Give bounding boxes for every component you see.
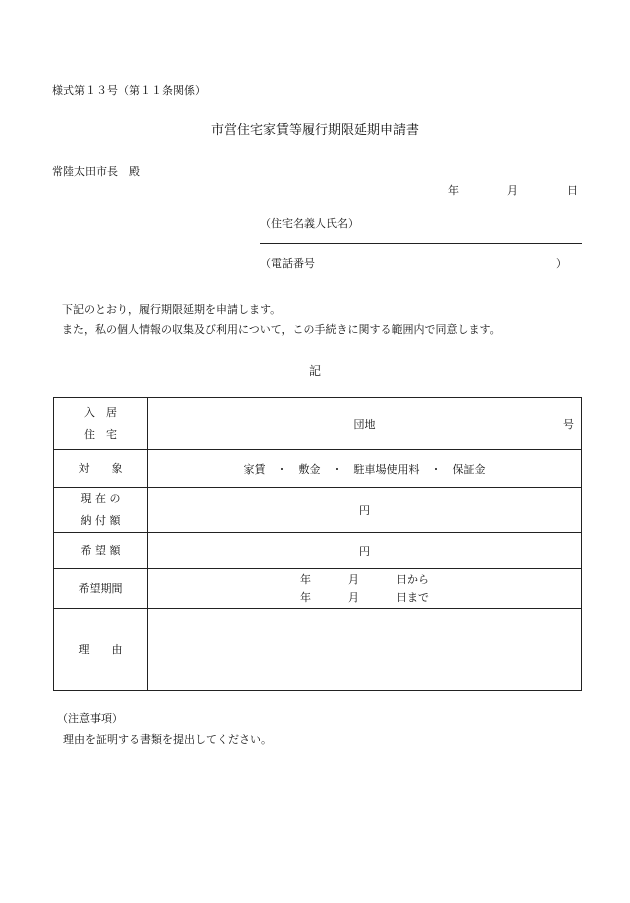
desired-period-cell[interactable] xyxy=(148,569,582,609)
residence-row xyxy=(54,398,582,450)
period-from-day: 日から xyxy=(396,572,429,586)
target-options[interactable]: 家賃 ・ 敷金 ・ 駐車場使用料 ・ 保証金 xyxy=(148,450,582,488)
current-amount-label-2: 納 付 額 xyxy=(80,514,121,527)
intro-line-2: また，私の個人情報の収集及び利用について，この手続きに関する範囲内で同意します。 xyxy=(62,323,501,336)
intro-line-1: 下記のとおり，履行期限延期を申請します。 xyxy=(62,303,282,316)
current-amount-label xyxy=(54,488,148,533)
date-year-label: 年 xyxy=(448,184,459,197)
current-amount-cell[interactable]: 円 xyxy=(148,488,582,533)
phone-close-paren: ） xyxy=(556,257,567,270)
residence-label-2: 住 宅 xyxy=(84,427,117,441)
desired-period-label: 希望期間 xyxy=(54,569,148,609)
document-title: 市営住宅家賃等履行期限延期申請書 xyxy=(210,123,419,138)
target-label: 対 象 xyxy=(54,450,148,488)
phone-label: （電話番号 xyxy=(260,257,315,270)
desired-amount-label: 希 望 額 xyxy=(54,533,148,569)
date-month-label: 月 xyxy=(507,184,518,197)
danchi-label: 団地 xyxy=(353,417,376,431)
addressee: 常陸太田市長 殿 xyxy=(52,165,140,178)
residence-label xyxy=(54,398,148,450)
reason-label: 理 由 xyxy=(54,609,148,691)
notes-body: 理由を証明する書類を提出してください。 xyxy=(63,733,272,746)
current-amount-row xyxy=(54,488,582,533)
form-number: 様式第１３号（第１１条関係） xyxy=(52,84,206,97)
desired-period-row xyxy=(54,569,582,609)
notes-heading: （注意事項） xyxy=(57,712,123,725)
ki-heading: 記 xyxy=(308,364,321,378)
period-from-year: 年 xyxy=(300,572,311,586)
tenant-name-label: （住宅名義人氏名） xyxy=(260,217,359,230)
reason-row xyxy=(54,609,582,691)
go-label: 号 xyxy=(563,417,574,431)
period-from-line xyxy=(148,571,581,589)
application-table xyxy=(53,397,582,691)
period-to-month: 月 xyxy=(348,590,359,604)
period-to-line xyxy=(148,589,581,607)
desired-amount-row xyxy=(54,533,582,569)
current-amount-label-1: 現 在 の xyxy=(80,492,121,505)
reason-cell[interactable] xyxy=(148,609,582,691)
period-from-month: 月 xyxy=(348,572,359,586)
residence-label-1: 入 居 xyxy=(84,405,117,419)
period-to-day: 日まで xyxy=(396,590,429,604)
period-to-year: 年 xyxy=(300,590,311,604)
date-day-label: 日 xyxy=(567,184,578,197)
residence-value-cell[interactable] xyxy=(148,398,582,450)
tenant-name-line xyxy=(260,243,582,244)
desired-amount-cell[interactable]: 円 xyxy=(148,533,582,569)
target-row xyxy=(54,450,582,488)
